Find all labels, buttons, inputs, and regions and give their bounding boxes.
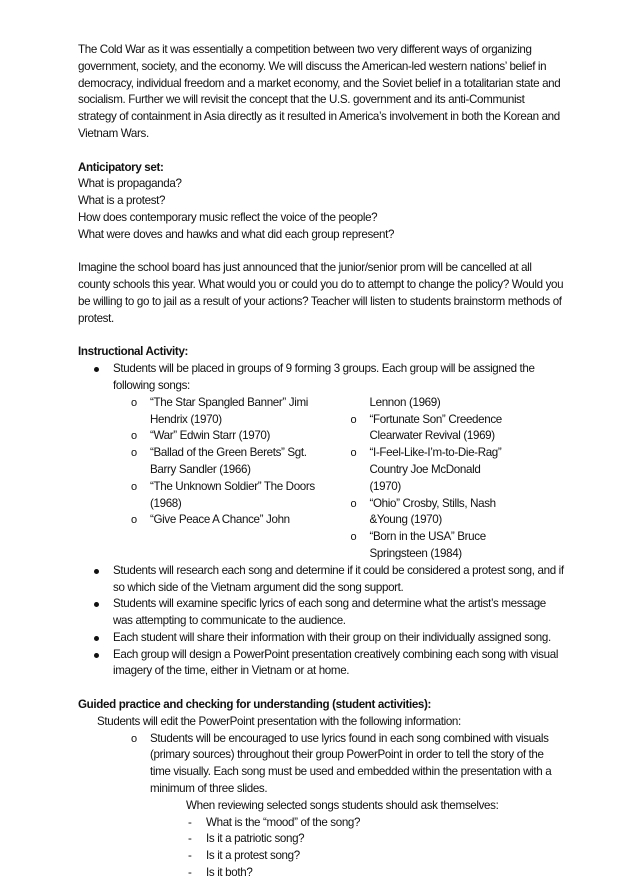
dash-icon: - bbox=[188, 866, 192, 880]
song-title: “The Unknown Soldier” The Doors (1968) bbox=[150, 479, 315, 510]
song-list bbox=[131, 395, 564, 563]
review-question-text: Is it a protest song? bbox=[206, 849, 300, 863]
instructional-bullets-continued bbox=[78, 563, 564, 681]
song-item bbox=[351, 412, 510, 446]
song-item bbox=[351, 496, 510, 530]
review-question-text: Is it a patriotic song? bbox=[206, 832, 305, 846]
anticipatory-heading: Anticipatory set: bbox=[78, 160, 164, 174]
review-prompt: When reviewing selected songs students should ask themselves: bbox=[186, 798, 499, 812]
spacer bbox=[78, 143, 564, 160]
spacer bbox=[78, 680, 564, 697]
song-title: “I-Feel-Like-I’m-to-Die-Rag” Country Joe McDonald (1970) bbox=[369, 446, 502, 493]
bullet-item bbox=[78, 596, 564, 630]
circle-bullet-icon: o bbox=[131, 396, 137, 409]
song-item bbox=[131, 445, 315, 479]
bullet-item bbox=[78, 630, 564, 647]
dash-icon: - bbox=[188, 832, 192, 846]
guided-item-text: Students will be encouraged to use lyrics found in each song combined with visuals (primary sources) throughout their group PowerPoint in order to tell the story of the time visually. Each song must be used and embedded within the presentation with a minimum of three slides. bbox=[150, 731, 552, 796]
bullet-item bbox=[78, 361, 564, 395]
anticipatory-question: What is propaganda? bbox=[78, 177, 182, 191]
circle-bullet-icon: o bbox=[131, 480, 137, 493]
review-question bbox=[186, 815, 564, 832]
anticipatory-question: How does contemporary music reflect the voice of the people? bbox=[78, 210, 378, 224]
song-title: “Fortunate Son” Creedence Clearwater Revival (1969) bbox=[369, 412, 502, 443]
song-title: “Ballad of the Green Berets” Sgt. Barry Sandler (1966) bbox=[150, 446, 307, 476]
bullet-icon bbox=[94, 367, 99, 372]
circle-bullet-icon: o bbox=[350, 531, 357, 544]
spacer bbox=[78, 244, 564, 261]
circle-bullet-icon: o bbox=[350, 447, 357, 460]
intro-paragraph: The Cold War as it was essentially a competition between two very different ways of organizing government, society, and the economy. We will discuss the American-led western nations’ belief in democracy, individual freedom and a market economy, and the Soviet belief in a totalitarian state and socialism. Further we will revisit the concept that the U.S. government and its anti-Communist strategy of containment in Asia directly as it resulted in America’s involvement in both the Korean and Vietnam Wars. bbox=[78, 43, 561, 140]
song-continuation bbox=[351, 395, 510, 412]
instructional-heading: Instructional Activity: bbox=[78, 345, 189, 359]
bullet-text: Students will be placed in groups of 9 forming 3 groups. Each group will be assigned the following songs: bbox=[113, 362, 535, 392]
circle-bullet-icon: o bbox=[131, 447, 137, 460]
circle-bullet-icon: o bbox=[131, 514, 137, 527]
bullet-text: Students will examine specific lyrics of each song and determine what the artist’s message was attempting to communicate to the audience. bbox=[113, 597, 546, 628]
song-title: Lennon (1969) bbox=[369, 395, 441, 409]
circle-bullet-icon: o bbox=[131, 430, 137, 443]
guided-heading: Guided practice and checking for understanding (student activities): bbox=[78, 698, 432, 712]
song-column-right bbox=[345, 395, 565, 563]
song-item bbox=[351, 529, 510, 563]
bullet-text: Students will research each song and determine if it could be considered a protest song, and if so which side of the Vietnam argument did the song support. bbox=[113, 563, 564, 594]
anticipatory-question: What were doves and hawks and what did each group represent? bbox=[78, 227, 395, 241]
review-question bbox=[186, 831, 564, 848]
dash-icon: - bbox=[188, 849, 192, 863]
song-item bbox=[131, 395, 315, 429]
anticipatory-question: What is a protest? bbox=[78, 194, 166, 208]
bullet-icon bbox=[94, 653, 99, 658]
song-title: “War” Edwin Starr (1970) bbox=[150, 429, 271, 443]
circle-bullet-icon: o bbox=[350, 497, 357, 510]
dash-icon: - bbox=[188, 815, 192, 829]
imagine-paragraph: Imagine the school board has just announced that the junior/senior prom will be cancelled at all county schools this year. What would you or could you do to attempt to change the policy? Would you be willing to go to jail as a result of your actions? Teacher will listen to students brainstorm methods of protest. bbox=[78, 261, 564, 325]
song-item bbox=[131, 428, 315, 445]
bullet-icon bbox=[94, 569, 99, 574]
bullet-item bbox=[78, 563, 564, 597]
bullet-text: Each group will design a PowerPoint presentation creatively combining each song with visual imagery of the time, either in Vietnam or at home. bbox=[113, 647, 559, 678]
review-question-text: What is the “mood” of the song? bbox=[206, 815, 361, 829]
instructional-bullets bbox=[78, 361, 564, 395]
review-questions bbox=[186, 815, 564, 882]
review-question-text: Is it both? bbox=[206, 866, 253, 880]
song-item bbox=[131, 479, 315, 513]
circle-bullet-icon: o bbox=[350, 413, 357, 426]
bullet-icon bbox=[94, 602, 99, 607]
bullet-text: Each student will share their information with their group on their individually assigned song. bbox=[113, 630, 551, 644]
spacer bbox=[78, 328, 564, 345]
review-question bbox=[186, 865, 564, 882]
song-title: “Ohio” Crosby, Stills, Nash &Young (1970) bbox=[369, 496, 496, 527]
song-title: “Born in the USA” Bruce Springsteen (1984) bbox=[369, 530, 486, 560]
circle-bullet-icon: o bbox=[131, 732, 137, 745]
review-question bbox=[186, 848, 564, 865]
song-item bbox=[351, 445, 510, 495]
song-title: “Give Peace A Chance” John bbox=[150, 513, 290, 527]
song-column-left bbox=[131, 395, 345, 563]
song-title: “The Star Spangled Banner” Jimi Hendrix (1970) bbox=[150, 395, 308, 426]
bullet-icon bbox=[94, 636, 99, 641]
document-page bbox=[78, 42, 564, 882]
guided-item bbox=[131, 731, 564, 798]
song-item bbox=[131, 512, 315, 529]
guided-intro: Students will edit the PowerPoint presentation with the following information: bbox=[97, 714, 461, 728]
bullet-item bbox=[78, 647, 564, 681]
